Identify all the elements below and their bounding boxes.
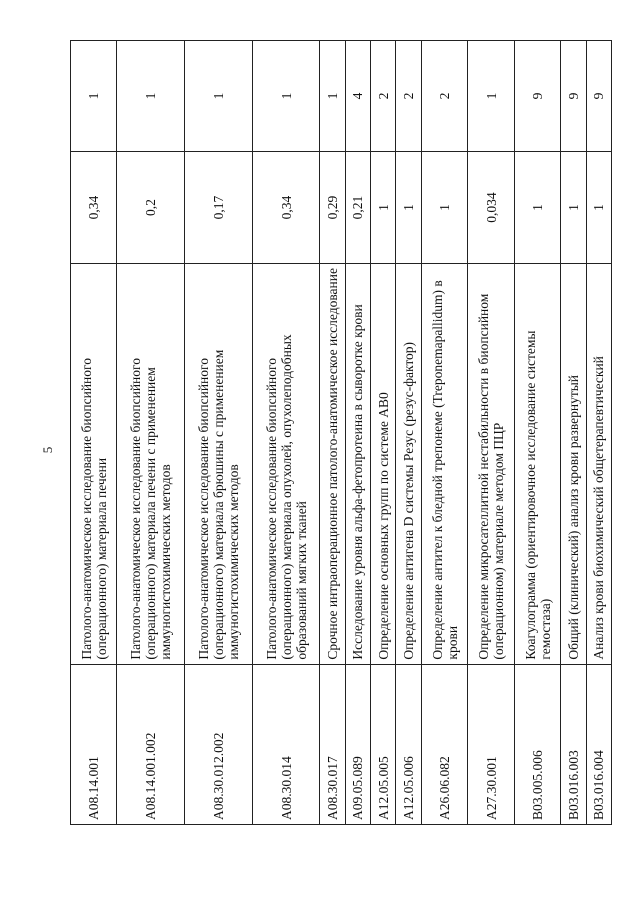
service-code: A12.05.006 — [396, 664, 421, 824]
table-row — [345, 41, 370, 825]
frequency-coefficient: 1 — [561, 152, 586, 264]
multiplicity: 1 — [71, 41, 117, 152]
service-code: B03.016.004 — [586, 664, 611, 824]
service-code: B03.005.006 — [514, 664, 560, 824]
frequency-coefficient: 1 — [396, 152, 421, 264]
frequency-coefficient: 1 — [421, 152, 467, 264]
multiplicity: 9 — [586, 41, 611, 152]
service-name: Срочное интраоперационное патолого-анатомическое исследование — [320, 264, 345, 665]
multiplicity: 1 — [117, 41, 185, 152]
service-code: B03.016.003 — [561, 664, 586, 824]
frequency-coefficient: 1 — [514, 152, 560, 264]
service-code: A27.30.001 — [468, 664, 514, 824]
multiplicity: 2 — [371, 41, 396, 152]
service-code: A12.05.005 — [371, 664, 396, 824]
service-name: Патолого-анатомическое исследование биопсийного (операционного) материала брюшины с применением иммуногистохимических методов — [185, 264, 253, 665]
services-table — [70, 40, 612, 825]
multiplicity: 1 — [252, 41, 320, 152]
table-row — [468, 41, 514, 825]
multiplicity: 9 — [514, 41, 560, 152]
frequency-coefficient: 0,21 — [345, 152, 370, 264]
service-name: Определение антигена D системы Резус (резус-фактор) — [396, 264, 421, 665]
service-name: Определение микросателлитной нестабильности в биопсийном (операционном) материале методом ПЦР — [468, 264, 514, 665]
table-row — [185, 41, 253, 825]
service-code: A26.06.082 — [421, 664, 467, 824]
table-row — [561, 41, 586, 825]
multiplicity: 1 — [468, 41, 514, 152]
table-row — [252, 41, 320, 825]
table-row — [371, 41, 396, 825]
table-row — [71, 41, 117, 825]
frequency-coefficient: 0,34 — [71, 152, 117, 264]
multiplicity: 4 — [345, 41, 370, 152]
service-code: A09.05.089 — [345, 664, 370, 824]
service-name: Определение антител к бледной трепонеме (Treponemapallidum) в крови — [421, 264, 467, 665]
service-name: Общий (клинический) анализ крови развернутый — [561, 264, 586, 665]
service-name: Исследование уровня альфа-фетопротеина в сыворотке крови — [345, 264, 370, 665]
multiplicity: 1 — [320, 41, 345, 152]
service-name: Определение основных групп по системе AB0 — [371, 264, 396, 665]
multiplicity: 1 — [185, 41, 253, 152]
service-name: Анализ крови биохимический общетерапевтический — [586, 264, 611, 665]
frequency-coefficient: 0,034 — [468, 152, 514, 264]
frequency-coefficient: 0,29 — [320, 152, 345, 264]
table-row — [320, 41, 345, 825]
frequency-coefficient: 1 — [586, 152, 611, 264]
service-code: A08.30.014 — [252, 664, 320, 824]
service-name: Патолого-анатомическое исследование биопсийного (операционного) материала опухолей, опухолеподобных образований мягких тканей — [252, 264, 320, 665]
service-name: Патолого-анатомическое исследование биопсийного (операционного) материала печени — [71, 264, 117, 665]
services-table-container — [70, 40, 612, 825]
table-row — [396, 41, 421, 825]
service-code: A08.30.012.002 — [185, 664, 253, 824]
service-name: Патолого-анатомическое исследование биопсийного (операционного) материала печени с применением иммуногистохимических методов — [117, 264, 185, 665]
page-number: 5 — [40, 446, 55, 454]
multiplicity: 2 — [421, 41, 467, 152]
service-code: A08.14.001 — [71, 664, 117, 824]
frequency-coefficient: 0,34 — [252, 152, 320, 264]
table-row — [586, 41, 611, 825]
frequency-coefficient: 1 — [371, 152, 396, 264]
service-code: A08.14.001.002 — [117, 664, 185, 824]
service-name: Коагулограмма (ориентировочное исследование системы гемостаза) — [514, 264, 560, 665]
table-row — [514, 41, 560, 825]
multiplicity: 2 — [396, 41, 421, 152]
table-row — [117, 41, 185, 825]
frequency-coefficient: 0,17 — [185, 152, 253, 264]
frequency-coefficient: 0,2 — [117, 152, 185, 264]
multiplicity: 9 — [561, 41, 586, 152]
service-code: A08.30.017 — [320, 664, 345, 824]
table-row — [421, 41, 467, 825]
